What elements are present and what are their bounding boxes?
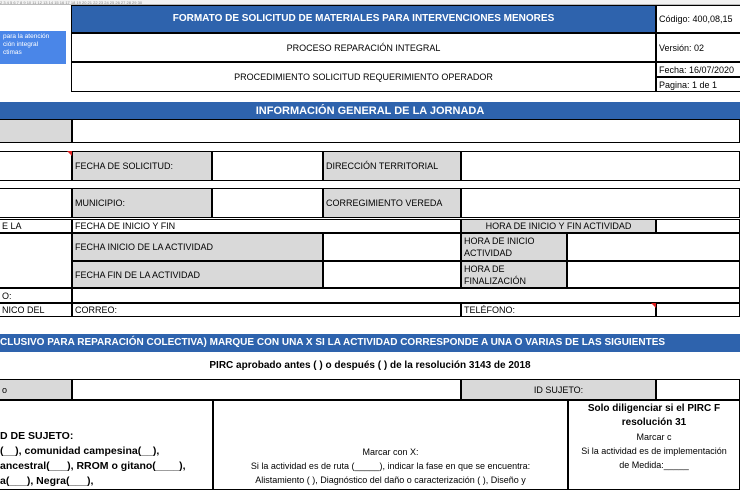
left-label-sujeto: o <box>0 379 72 400</box>
fecha-inicio-actividad-input[interactable] <box>323 233 461 261</box>
pirc-statement: PIRC aprobado antes ( ) o después ( ) de la resolución 3143 de 2018 <box>209 360 531 371</box>
hora-finalizacion-input[interactable] <box>567 261 740 288</box>
direccion-territorial-input[interactable] <box>461 151 740 181</box>
marcar-c-text: Marcar c <box>636 432 672 442</box>
left-label-o: O: <box>0 288 72 303</box>
ruta-text: Si la actividad es de ruta (_____), indicar la fase en que se encuentra: <box>250 461 531 471</box>
left-field-2[interactable] <box>0 188 72 218</box>
pirc-implementacion-cell <box>568 400 740 490</box>
left-label-cell <box>0 119 72 143</box>
solo-diligenciar-text: Solo diligenciar si el PIRC F <box>587 403 721 414</box>
version-label: Versión: 02 <box>656 33 740 62</box>
tipo-sujeto-title: D DE SUJETO: <box>0 430 74 442</box>
correo-label[interactable]: CORREO: <box>72 303 461 317</box>
general-value-field[interactable] <box>72 119 740 143</box>
fecha-solicitud-input[interactable] <box>212 151 323 181</box>
fecha-inicio-actividad-label: FECHA INICIO DE LA ACTIVIDAD <box>72 233 323 261</box>
logo-text-1: para la atención <box>3 33 50 40</box>
left-label-nico: NICO DEL <box>0 303 72 317</box>
left-label-la: E LA <box>0 219 72 233</box>
left-field-1[interactable] <box>0 151 72 181</box>
logo <box>0 31 66 64</box>
logo-text-2: ción integral <box>3 41 39 48</box>
hora-inicio-actividad-input[interactable] <box>567 233 740 261</box>
section-colectiva-title: CLUSIVO PARA REPARACIÓN COLECTIVA) MARQUE CON UNA X SI LA ACTIVIDAD CORRESPONDE A UNA O VARIAS DE LAS SIGUIENTES <box>0 334 740 352</box>
corregimiento-vereda-input[interactable] <box>461 188 740 218</box>
page-label: Pagina: 1 de 1 <box>656 77 740 92</box>
tipo-sujeto-line-3: a(___), Negra(___), <box>0 475 94 487</box>
corregimiento-vereda-label: CORREGIMIENTO VEREDA <box>323 188 461 218</box>
nombre-sujeto-input[interactable] <box>72 379 461 400</box>
section-general-title: INFORMACIÓN GENERAL DE LA JORNADA <box>0 102 740 119</box>
tipo-sujeto-line-1: (__), comunidad campesina(__), <box>0 445 160 457</box>
fecha-fin-actividad-label: FECHA FIN DE LA ACTIVIDAD <box>72 261 323 288</box>
fase-ruta-cell <box>213 400 568 490</box>
marcar-con-x: Marcar con X: <box>362 447 419 457</box>
hora-finalizacion-label: HORA DE FINALIZACIÓN <box>461 261 567 288</box>
procedure-label: PROCEDIMIENTO SOLICITUD REQUERIMIENTO OPERADOR <box>71 62 656 92</box>
fecha-fin-actividad-input[interactable] <box>323 261 461 288</box>
code-label: Código: 400,08,15 <box>656 5 740 33</box>
hora-inicio-actividad-label: HORA DE INICIO ACTIVIDAD <box>461 233 567 261</box>
process-label: PROCESO REPARACIÓN INTEGRAL <box>71 33 656 62</box>
date-label: Fecha: 16/07/2020 <box>656 62 740 77</box>
direccion-territorial-label: DIRECCIÓN TERRITORIAL <box>323 151 461 181</box>
hora-inicio-fin-header: HORA DE INICIO Y FIN ACTIVIDAD <box>461 219 656 233</box>
municipio-label: MUNICIPIO: <box>72 188 212 218</box>
fecha-inicio-fin-header: FECHA DE INICIO Y FIN <box>72 219 461 233</box>
fecha-solicitud-label: FECHA DE SOLICITUD: <box>72 151 212 181</box>
column-ruler: 2 3 4 5 6 7 8 9 10 11 12 13 14 15 16 17 18 19 20 21 22 23 24 25 26 27 28 29 30 <box>0 0 740 5</box>
tipo-sujeto-line-2: ancestral(___), RROM o gitano(____), <box>0 460 186 472</box>
tipo-sujeto-cell <box>0 400 213 490</box>
municipio-input[interactable] <box>212 188 323 218</box>
de-medida-text: de Medida:_____ <box>619 460 689 470</box>
telefono-extra <box>656 303 740 317</box>
responsable-input[interactable] <box>72 288 740 303</box>
hora-header-extra <box>656 219 740 233</box>
form-title: FORMATO DE SOLICITUD DE MATERIALES PARA INTERVENCIONES MENORES <box>71 5 656 33</box>
id-sujeto-input[interactable] <box>656 379 740 400</box>
alistamiento-text: Alistamiento ( ), Diagnóstico del daño o caracterización ( ), Diseño y <box>255 475 526 485</box>
telefono-label[interactable]: TELÉFONO: <box>461 303 656 317</box>
id-sujeto-label: ID SUJETO: <box>461 379 656 400</box>
resolucion-text: resolución 31 <box>621 417 687 428</box>
logo-text-3: ctimas <box>3 49 22 56</box>
left-merged-cell <box>0 233 72 288</box>
implementacion-text: Si la actividad es de implementación <box>581 446 727 456</box>
